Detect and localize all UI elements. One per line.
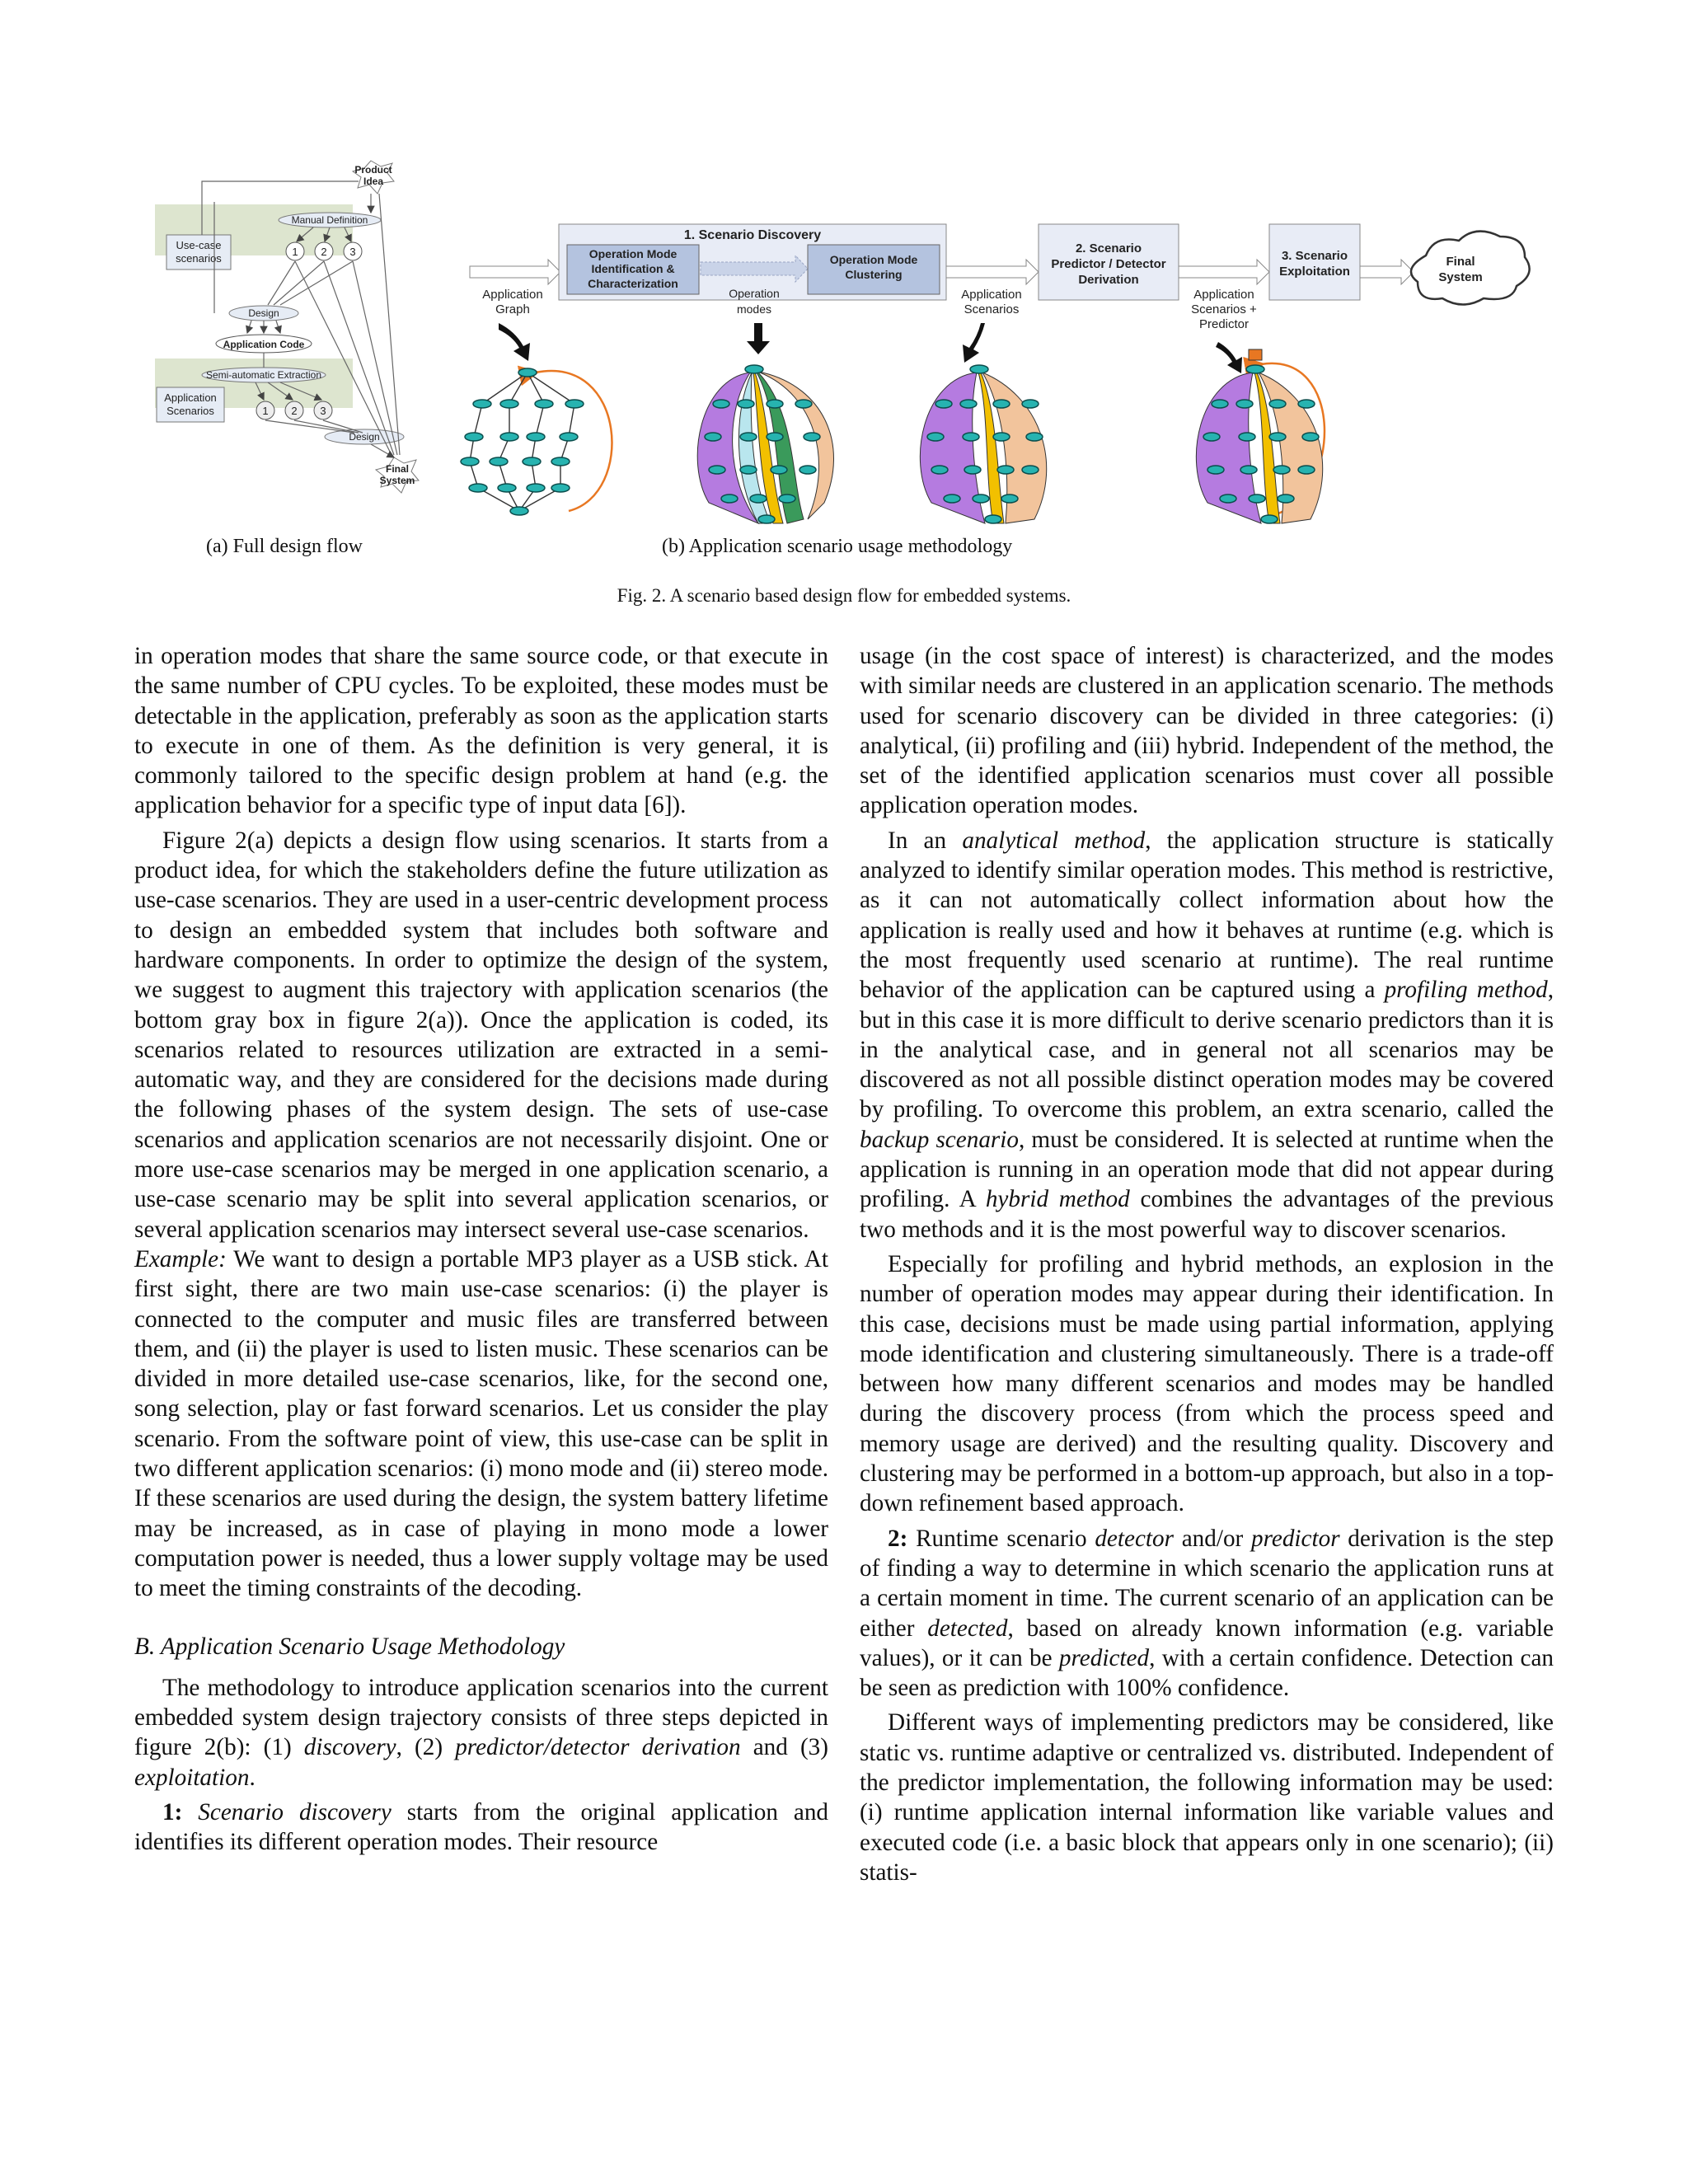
circle-top-3: 3: [349, 246, 356, 258]
subcaption-b: (b) Application scenario usage methodology: [662, 536, 1013, 557]
section-heading: B. Application Scenario Usage Methodology: [134, 1633, 565, 1660]
app-scenarios-b-line2: Scenarios: [964, 302, 1020, 316]
r2-b: , the application structure is statically analyzed to identify similar operation modes. This method is restrictive, as it can not automatically collect information about how the application is really used and how it behaves at runtime (e.g. which is the most frequently used scenario at runtime). The real runtime behavior of the application can be captured using a: [860, 827, 1554, 1004]
right-column: [860, 641, 1554, 1887]
predictor-term: predictor: [1251, 1525, 1340, 1552]
op-mode-ident-line3: Characterization: [588, 277, 678, 290]
to-final-arrow: [1360, 260, 1414, 284]
application-scenarios-graph: [920, 365, 1046, 523]
predictor-line3: Derivation: [1078, 273, 1139, 287]
left-paragraph-2: Figure 2(a) depicts a design flow using scenarios. It starts from a product idea, for which the stakeholders define the future utilization as use-case scenarios. They are used in a user-centric development process to design an embedded system that includes both software and hardware components. In order to optimize the design of the system, we suggest to augment this trajectory with application scenarios (the bottom gray box in figure 2(a)). Once the application is coded, its scenarios related to resources utilization are extracted in a semi-automatic way, and they are considered for the decisions made during the following phases of the system design. The sets of use-case scenarios and application scenarios are not necessarily disjoint. One or more use-case scenarios may be merged in one application scenario, a use-case scenario may be split into several application scenarios, or several application scenarios may intersect several use-case scenarios.: [134, 827, 828, 1243]
subcaption-a: (a) Full design flow: [206, 536, 363, 557]
op-mode-clustering-line2: Clustering: [845, 268, 903, 281]
predictor-line2: Predictor / Detector: [1051, 257, 1166, 271]
r4-b: and/or: [1173, 1525, 1252, 1552]
operation-modes-line2: modes: [736, 302, 772, 316]
final-system-a-line2: System: [379, 475, 415, 486]
left-paragraph-3: [134, 1673, 828, 1793]
app-scenarios-line2: Scenarios: [166, 405, 214, 417]
predictor-line1: 2. Scenario: [1075, 241, 1142, 255]
left-paragraph-1: in operation modes that share the same source code, or that execute in the same number of CPU cycles. To be exploited, these modes must be detectable in the application, preferably as soon as the application starts to execute in one of them. As the definition is very general, it is commonly tailored to the specific design problem at hand (e.g. the application behavior for a specific type of input data [6]).: [134, 643, 828, 819]
analytical-method: analytical method: [962, 827, 1146, 854]
backup-scenario: backup scenario: [860, 1126, 1019, 1153]
right-paragraph-3: Especially for profiling and hybrid methods, an explosion in the number of operation modes may appear during their identification. In this case, decisions must be made using partial information, applying mode identification and clustering simultaneously. There is a trade-off between how many different scenarios and modes may be handled during the discovery process (from which the process speed and memory usage are derived) and the resulting quality. Discovery and clustering may be performed in a bottom-up approach, but also in a top-down refinement based approach.: [860, 1250, 1554, 1517]
predicted-term: predicted: [1058, 1644, 1150, 1671]
r2-a: In an: [888, 827, 963, 854]
op-mode-ident-line2: Identification &: [591, 262, 675, 275]
app-scenarios-b-line1: Application: [961, 288, 1022, 302]
r2-e: combines the advantages of the previous two methods and it is the most powerful way to discover scenarios.: [860, 1186, 1554, 1243]
profiling-method: profiling method: [1384, 977, 1548, 1004]
p3-predictor: predictor/detector derivation: [455, 1734, 741, 1761]
app-scenarios-predictor-arrow: [1179, 260, 1269, 284]
operation-modes-graph: [697, 365, 833, 523]
product-idea-line1: Product: [354, 164, 392, 176]
r4-c: derivation is the step of finding a way to determine in which scenario the application runs at a certain moment in time. The current scenario of an application can be either: [860, 1525, 1554, 1642]
right-paragraph-4: [860, 1524, 1554, 1704]
scenario-discovery-term: Scenario discovery: [198, 1798, 392, 1825]
right-paragraph-5: Different ways of implementing predictors may be considered, like static vs. runtime adaptive or centralized vs. distributed. Independent of the predictor implementation, the following information may be used: (i) runtime application internal information like variable values and executed code (i.e. a basic block that appears only in one scenario); (ii) statis-: [860, 1709, 1554, 1886]
left-paragraph-4: [134, 1797, 828, 1858]
p3-exploitation: exploitation: [134, 1764, 250, 1791]
exploitation-line1: 3. Scenario: [1281, 249, 1348, 263]
example-text: We want to design a portable MP3 player as a USB stick. At first sight, there are two main use-case scenarios: (i) the player is connected to the computer and music files are transferred between them, and (ii) the player is used to listen music. These scenarios can be divided in more detailed use-case scenarios, like, for the second one, song selection, play or fast forward scenarios. Let us consider the play scenario. From the software point of view, this use-case can be split in two different application scenarios: (i) mono mode and (ii) stereo mode. If these scenarios are used during the design, the system battery lifetime may be increased, as in case of playing in mono mode a lower computation power is needed, thus a lower supply voltage may be used to meet the timing constraints of the decoding.: [134, 1245, 828, 1602]
app-graph-arrow: [470, 260, 560, 284]
right-paragraph-1: usage (in the cost space of interest) is characterized, and the modes with similar needs are clustered in an application scenario. The methods used for scenario discovery can be divided in three categories: (i) analytical, (ii) profiling and (iii) hybrid. Independent of the method, the set of the identified application scenarios must cover all possible application operation modes.: [860, 643, 1554, 819]
left-column: [134, 641, 828, 1858]
example-label: Example:: [134, 1245, 227, 1272]
predictor-marker: [1249, 349, 1262, 360]
p3-text-c: and (3): [740, 1734, 828, 1761]
manual-definition-label: Manual Definition: [291, 214, 368, 226]
figure-caption: Fig. 2. A scenario based design flow for embedded systems.: [617, 585, 1071, 606]
r4-e: , with a certain confidence. Detection can be seen as prediction with 100% confidence.: [860, 1644, 1554, 1702]
full-design-flow: [155, 161, 419, 493]
exploitation-line2: Exploitation: [1279, 265, 1350, 279]
asp-line1: Application: [1193, 288, 1254, 302]
op-mode-clustering-line1: Operation Mode: [829, 253, 918, 266]
detector-term: detector: [1095, 1525, 1174, 1552]
predictor-graph: [1196, 349, 1325, 523]
p3-text-b: , (2): [396, 1734, 456, 1761]
step-2-label: 2:: [888, 1525, 908, 1552]
circle-bottom-2: 2: [291, 405, 298, 417]
hybrid-method: hybrid method: [985, 1186, 1130, 1213]
scenario-discovery-title: 1. Scenario Discovery: [683, 228, 822, 242]
asp-line2: Scenarios +: [1191, 302, 1257, 316]
use-case-line2: scenarios: [176, 252, 222, 265]
p3-text-d: .: [249, 1764, 256, 1791]
circle-top-1: 1: [292, 246, 298, 258]
scenario-methodology: [461, 224, 1530, 523]
detected-term: detected: [927, 1615, 1008, 1642]
r2-c: , but in this case it is more difficult to derive scenario predictors than it is in the analytical case, and in general not all scenarios may be discovered as not all possible distinct operation modes may be covered by profiling. To overcome this problem, an extra scenario, called the: [860, 977, 1554, 1123]
app-graph-line2: Graph: [495, 302, 530, 316]
circle-bottom-1: 1: [262, 405, 269, 417]
final-system-b-line2: System: [1438, 270, 1483, 284]
app-scenarios-line1: Application: [164, 391, 217, 404]
circle-top-2: 2: [321, 246, 327, 258]
downward-arrows: [499, 323, 1242, 373]
semi-automatic-label: Semi-automatic Extraction: [205, 369, 322, 381]
application-graph-drawing: [461, 368, 612, 515]
app-graph-line1: Application: [482, 288, 543, 302]
use-case-line1: Use-case: [176, 239, 222, 251]
asp-line3: Predictor: [1198, 317, 1250, 331]
design-top-label: Design: [248, 307, 279, 319]
p3-discovery: discovery: [303, 1734, 396, 1761]
p4-text: starts from the original application and identifies its different operation modes. Their resource: [134, 1798, 829, 1856]
example-paragraph: [134, 1244, 828, 1604]
design-bottom-label: Design: [349, 431, 380, 443]
operation-modes-line1: Operation: [729, 287, 780, 300]
right-paragraph-2: [860, 826, 1554, 1244]
circle-bottom-3: 3: [320, 405, 326, 417]
step-1-label: 1:: [162, 1798, 183, 1825]
r2-d: , must be considered. It is selected at runtime when the application is running in an operation mode that did not appear during profiling. A: [860, 1126, 1554, 1213]
application-code-label: Application Code: [223, 339, 305, 350]
p3-text-a: The methodology to introduce application scenarios into the current embedded system design trajectory consists of three steps depicted in figure 2(b): (1): [134, 1674, 828, 1761]
product-idea-line2: Idea: [363, 176, 384, 187]
final-system-a-line1: Final: [385, 463, 410, 475]
r4-a: Runtime scenario: [907, 1525, 1095, 1552]
r4-d: , based on already known information (e.g. variable values), or it can be: [860, 1615, 1554, 1671]
final-system-b-line1: Final: [1446, 255, 1475, 269]
op-mode-ident-line1: Operation Mode: [588, 247, 678, 260]
app-scenarios-arrow: [946, 260, 1039, 284]
